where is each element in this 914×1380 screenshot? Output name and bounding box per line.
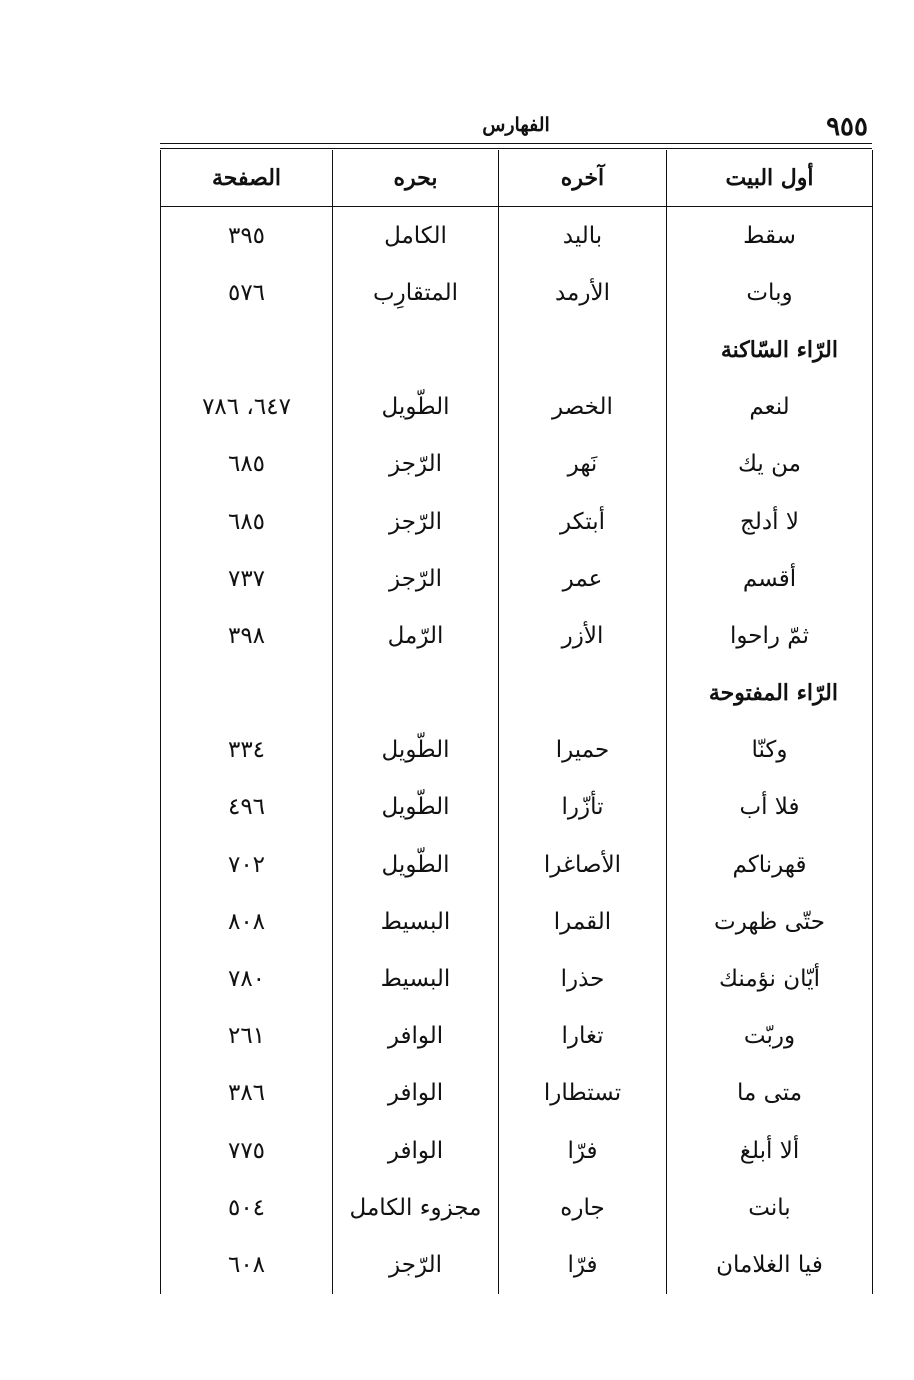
section-heading-row — [161, 665, 873, 722]
first-verse-cell: من يك — [667, 436, 873, 493]
table-header-row — [161, 150, 873, 207]
column-header-ending: آخره — [499, 150, 667, 207]
page-cell: ٥٠٤ — [227, 1194, 266, 1221]
table-row — [161, 550, 873, 607]
meter-cell: الرّمل — [333, 607, 499, 664]
table-row — [161, 1122, 873, 1179]
page-cell: ٧٨٠ — [227, 966, 266, 993]
page-cell: ٤٩٦ — [227, 794, 266, 821]
poetry-index-table — [160, 150, 873, 1294]
ending-cell: فرّا — [499, 1236, 667, 1293]
page-cell: ٦٠٨ — [227, 1251, 266, 1278]
first-verse-cell: ثمّ راحوا — [667, 607, 873, 664]
page-cell: ٥٧٦ — [227, 279, 266, 306]
first-verse-cell: وكنّا — [667, 722, 873, 779]
page-cell: ٦٨٥ — [227, 508, 266, 535]
index-table-container — [160, 150, 872, 1292]
empty-cell — [161, 665, 333, 722]
page-cell: ٧٠٢ — [227, 851, 266, 878]
ending-cell: نَهر — [499, 436, 667, 493]
empty-cell — [499, 321, 667, 378]
ending-cell: الخصر — [499, 379, 667, 436]
table-row — [161, 379, 873, 436]
table-row — [161, 264, 873, 321]
meter-cell: الرّجز — [333, 550, 499, 607]
ending-cell: الأصاغرا — [499, 836, 667, 893]
column-header-first-verse: أول البيت — [667, 150, 873, 207]
meter-cell: الوافر — [333, 1122, 499, 1179]
page-cell: ٦٨٥ — [227, 451, 266, 478]
first-verse-cell: سقط — [667, 207, 873, 265]
page-cell: ٨٠٨ — [227, 908, 266, 935]
meter-cell: المتقارِب — [333, 264, 499, 321]
ending-cell: حذرا — [499, 950, 667, 1007]
meter-cell: الوافر — [333, 1065, 499, 1122]
table-row — [161, 722, 873, 779]
page-cell: ٣٣٤ — [227, 737, 266, 764]
meter-cell: الرّجز — [333, 1236, 499, 1293]
page-number: ٩٥٥ — [826, 112, 868, 142]
meter-cell: الرّجز — [333, 436, 499, 493]
meter-cell: مجزوء الكامل — [333, 1179, 499, 1236]
section-heading-row — [161, 321, 873, 378]
header-rule — [160, 143, 872, 144]
meter-cell: الكامل — [333, 207, 499, 265]
first-verse-cell: ألا أبلغ — [667, 1122, 873, 1179]
table-row — [161, 493, 873, 550]
ending-cell: باليد — [499, 207, 667, 265]
table-row — [161, 607, 873, 664]
running-title: الفهارس — [482, 114, 550, 136]
page-cell: ٢٦١ — [227, 1023, 266, 1050]
page-cell: ٧٣٧ — [227, 565, 266, 592]
table-row — [161, 1236, 873, 1293]
meter-cell: الوافر — [333, 1008, 499, 1065]
first-verse-cell: لنعم — [667, 379, 873, 436]
ending-cell: فرّا — [499, 1122, 667, 1179]
table-row — [161, 950, 873, 1007]
table-row — [161, 436, 873, 493]
column-header-page: الصفحة — [161, 150, 333, 207]
ending-cell: عمر — [499, 550, 667, 607]
meter-cell: الرّجز — [333, 493, 499, 550]
ending-cell: أبتكر — [499, 493, 667, 550]
page-cell: ٣٨٦ — [227, 1080, 266, 1107]
first-verse-cell: فيا الغلامان — [667, 1236, 873, 1293]
section-title: الرّاء المفتوحة — [667, 665, 873, 722]
empty-cell — [499, 665, 667, 722]
table-row — [161, 1008, 873, 1065]
table-body — [161, 207, 873, 1294]
table-row — [161, 779, 873, 836]
table-row — [161, 1065, 873, 1122]
ending-cell: تستطارا — [499, 1065, 667, 1122]
meter-cell: الطّويل — [333, 379, 499, 436]
page-cell: ٣٩٨ — [227, 622, 266, 649]
ending-cell: حميرا — [499, 722, 667, 779]
section-title: الرّاء السّاكنة — [667, 321, 873, 378]
meter-cell: الطّويل — [333, 722, 499, 779]
meter-cell: الطّويل — [333, 779, 499, 836]
first-verse-cell: متى ما — [667, 1065, 873, 1122]
ending-cell: تغارا — [499, 1008, 667, 1065]
page-cell: ٦٤٧، ٧٨٦ — [202, 394, 291, 421]
page-cell: ٣٩٥ — [227, 222, 266, 249]
first-verse-cell: أقسم — [667, 550, 873, 607]
ending-cell: تأزّرا — [499, 779, 667, 836]
first-verse-cell: لا أدلج — [667, 493, 873, 550]
ending-cell: القمرا — [499, 893, 667, 950]
first-verse-cell: أيّان نؤمنك — [667, 950, 873, 1007]
meter-cell: الطّويل — [333, 836, 499, 893]
first-verse-cell: حتّى ظهرت — [667, 893, 873, 950]
empty-cell — [333, 321, 499, 378]
first-verse-cell: وربّت — [667, 1008, 873, 1065]
empty-cell — [333, 665, 499, 722]
table-row — [161, 207, 873, 265]
first-verse-cell: وبات — [667, 264, 873, 321]
table-row — [161, 893, 873, 950]
table-row — [161, 1179, 873, 1236]
ending-cell: الأزر — [499, 607, 667, 664]
page-header — [160, 112, 872, 146]
empty-cell — [161, 321, 333, 378]
first-verse-cell: فلا أب — [667, 779, 873, 836]
column-header-meter: بحره — [333, 150, 499, 207]
header-rule-thin — [160, 148, 872, 149]
page-cell: ٧٧٥ — [227, 1137, 266, 1164]
table-row — [161, 836, 873, 893]
first-verse-cell: قهرناكم — [667, 836, 873, 893]
first-verse-cell: بانت — [667, 1179, 873, 1236]
meter-cell: البسيط — [333, 893, 499, 950]
ending-cell: جاره — [499, 1179, 667, 1236]
ending-cell: الأرمد — [499, 264, 667, 321]
meter-cell: البسيط — [333, 950, 499, 1007]
